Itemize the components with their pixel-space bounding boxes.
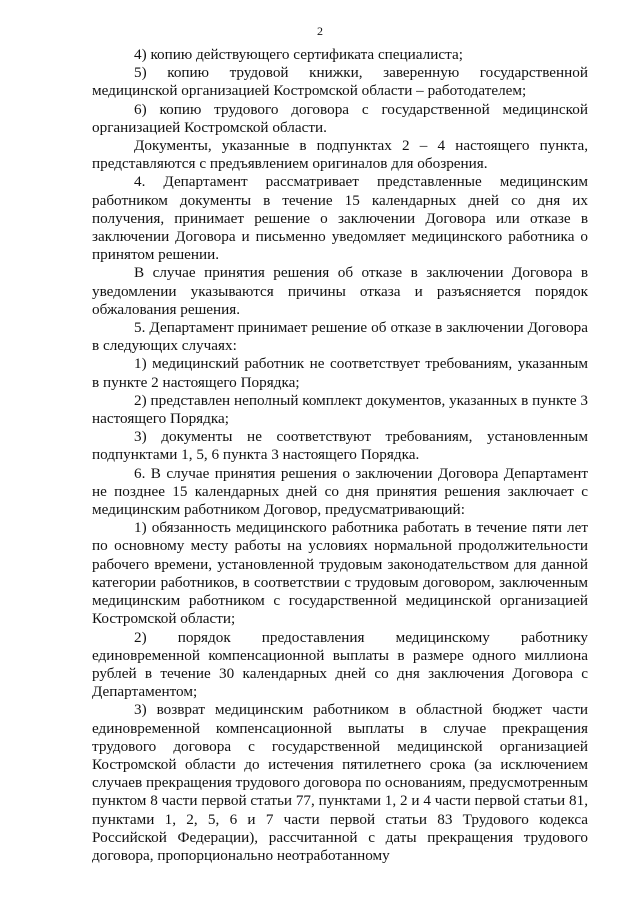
paragraph-subitem-6: 6) копию трудового договора с государственной медицинской организацией Костромской области. (92, 100, 588, 136)
paragraph-contract-term-3: 3) возврат медицинским работником в областной бюджет части единовременной компенсационной выплаты в случае прекращения трудового договора с государственной медицинской организацией Костромской области до истечения пятилетнего срока (за исключением случаев прекращения трудового договора по основаниям, предусмотренным пунктом 8 части первой статьи 77, пунктами 1, 2 и 4 части первой статьи 81, пунктами 1, 2, 5, 6 и 7 части первой статьи 83 Трудового кодекса Российской Федерации), рассчитанной с даты прекращения трудового договора, пропорционально неотработанному (92, 701, 588, 864)
paragraph-item-5: 5. Департамент принимает решение об отказе в заключении Договора в следующих случаях: (92, 319, 588, 355)
paragraph-contract-term-1: 1) обязанность медицинского работника работать в течение пяти лет по основному месту работы на условиях нормальной продолжительности рабочего времени, установленной трудовым законодательством для данной категории работников, в соответствии с трудовым договором, заключенным медицинским работником с государственной медицинской организацией Костромской области; (92, 519, 588, 628)
paragraph-originals-note: Документы, указанные в подпунктах 2 – 4 настоящего пункта, представляются с предъявлением оригиналов для обозрения. (92, 137, 588, 173)
paragraph-subitem-4: 4) копию действующего сертификата специалиста; (134, 46, 463, 63)
paragraph-refusal-case-1: 1) медицинский работник не соответствует требованиям, указанным в пункте 2 настоящего Порядка; (92, 355, 588, 391)
paragraph-refusal-notice: В случае принятия решения об отказе в заключении Договора в уведомлении указываются причины отказа и разъясняется порядок обжалования решения. (92, 264, 588, 318)
paragraph-subitem-5: 5) копию трудовой книжки, заверенную государственной медицинской организацией Костромской области – работодателем; (92, 64, 588, 100)
paragraph-refusal-case-3: 3) документы не соответствуют требованиям, установленным подпунктами 1, 5, 6 пункта 3 настоящего Порядка. (92, 428, 588, 464)
document-body (92, 46, 588, 865)
paragraph-item-4: 4. Департамент рассматривает представленные медицинским работником документы в течение 15 календарных дней со дня их получения, принимает решение о заключении Договора или отказе в заключении Договора и письменно уведомляет медицинского работника о принятом решении. (92, 173, 588, 264)
paragraph-item-6: 6. В случае принятия решения о заключении Договора Департамент не позднее 15 календарных дней со дня принятия решения заключает с медицинским работником Договор, предусматривающий: (92, 464, 588, 519)
page-number: 2 (317, 24, 323, 38)
paragraph-refusal-case-2: 2) представлен неполный комплект документов, указанных в пункте 3 настоящего Порядка; (92, 391, 588, 428)
paragraph-contract-term-2: 2) порядок предоставления медицинскому работнику единовременной компенсационной выплаты в размере одного миллиона рублей в течение 30 календарных дней со дня заключения Договора с Департаментом; (92, 628, 588, 701)
